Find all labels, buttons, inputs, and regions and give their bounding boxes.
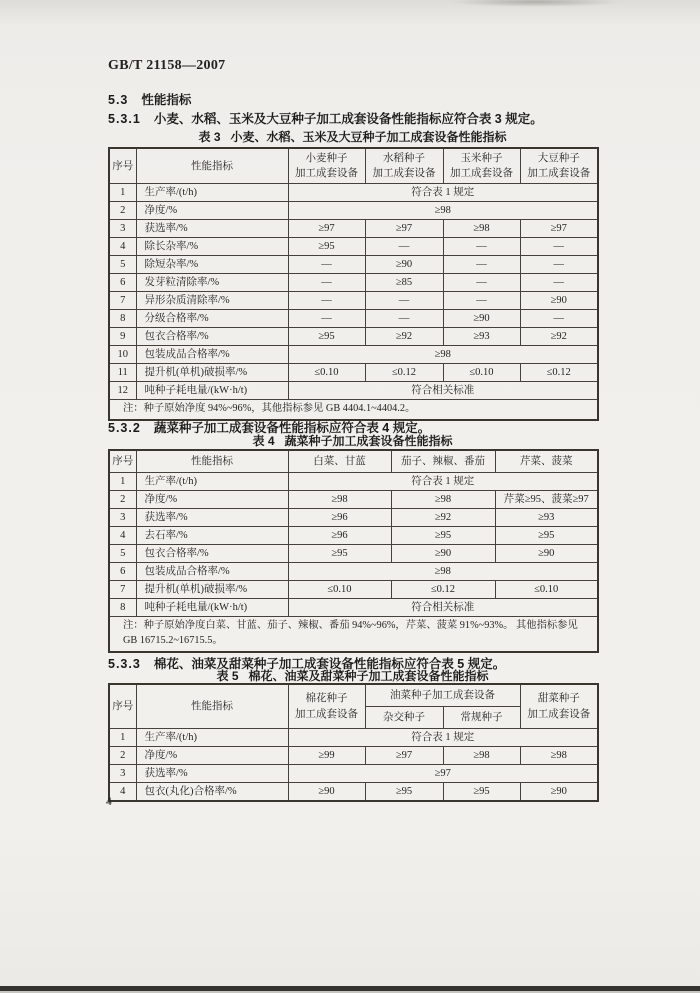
table-cell: ≥96 bbox=[288, 527, 391, 545]
table-title: 小麦、水稻、玉米及大豆种子加工成套设备性能指标 bbox=[230, 130, 507, 144]
table-note: 注：种子原始净度 94%~96%，其他指标参见 GB 4404.1~4404.2。 bbox=[109, 400, 598, 420]
standard-number: GB/T 21158—2007 bbox=[108, 58, 226, 73]
table-cell: ≤0.10 bbox=[443, 364, 520, 382]
column-header: 水稻种子 加工成套设备 bbox=[365, 148, 443, 184]
table-3-wheat-rice-corn-soybean bbox=[108, 147, 597, 421]
table-cell: ≤0.12 bbox=[391, 581, 495, 599]
table-row bbox=[109, 328, 598, 346]
header-row bbox=[109, 684, 598, 707]
table-cell: ≥95 bbox=[288, 328, 365, 346]
table-cell: 3 bbox=[109, 220, 136, 238]
table-cell: ≥90 bbox=[288, 783, 365, 802]
table-cell: 1 bbox=[109, 184, 136, 202]
data-table bbox=[108, 147, 599, 421]
table-cell: 10 bbox=[109, 346, 136, 364]
table-cell: ≥98 bbox=[391, 491, 495, 509]
table-cell: 符合相关标准 bbox=[288, 382, 598, 400]
table-cell: 8 bbox=[109, 310, 136, 328]
table-cell: ≥85 bbox=[365, 274, 443, 292]
table-cell: 包衣合格率/% bbox=[136, 545, 288, 563]
section-number: 5.3.3 bbox=[108, 657, 141, 671]
table-cell: 去石率/% bbox=[136, 527, 288, 545]
section-title: 性能指标 bbox=[141, 93, 192, 107]
page-number: 4 bbox=[106, 796, 112, 808]
header-row bbox=[109, 450, 598, 473]
table-cell: 符合表 1 规定 bbox=[288, 184, 598, 202]
column-header: 大豆种子 加工成套设备 bbox=[520, 148, 598, 184]
table-cell: — bbox=[288, 292, 365, 310]
table-row bbox=[109, 256, 598, 274]
table-cell: — bbox=[365, 310, 443, 328]
table-cell: — bbox=[443, 238, 520, 256]
table-cell: 生产率/(t/h) bbox=[136, 473, 288, 491]
table-cell: 芹菜≥95、菠菜≥97 bbox=[495, 491, 598, 509]
table-cell: ≥95 bbox=[495, 527, 598, 545]
table-cell: 生产率/(t/h) bbox=[136, 729, 288, 747]
table-cell: 1 bbox=[109, 729, 136, 747]
table-cell: — bbox=[520, 310, 598, 328]
table-cell: — bbox=[443, 274, 520, 292]
table-cell: ≤0.10 bbox=[495, 581, 598, 599]
table-cell: 除短杂率/% bbox=[136, 256, 288, 274]
table-cell: — bbox=[288, 274, 365, 292]
table-cell: ≥90 bbox=[443, 310, 520, 328]
table-cell: ≥90 bbox=[495, 545, 598, 563]
table-cell: ≥90 bbox=[520, 783, 598, 802]
table-cell: ≥92 bbox=[520, 328, 598, 346]
table-4-caption bbox=[108, 432, 597, 449]
table-row bbox=[109, 346, 598, 364]
table-row bbox=[109, 599, 598, 617]
table-cell: 6 bbox=[109, 563, 136, 581]
table-cell: ≥98 bbox=[288, 202, 598, 220]
table-cell: — bbox=[288, 256, 365, 274]
table-cell: 生产率/(t/h) bbox=[136, 184, 288, 202]
table-row bbox=[109, 527, 598, 545]
table-row bbox=[109, 765, 598, 783]
column-header: 甜菜种子 加工成套设备 bbox=[520, 684, 598, 729]
table-cell: — bbox=[365, 292, 443, 310]
table-cell: ≤0.12 bbox=[520, 364, 598, 382]
table-cell: ≥98 bbox=[443, 747, 520, 765]
column-header: 序号 bbox=[109, 450, 136, 473]
table-cell: — bbox=[288, 310, 365, 328]
column-header: 性能指标 bbox=[136, 684, 288, 729]
table-cell: 11 bbox=[109, 364, 136, 382]
table-cell: ≥97 bbox=[288, 220, 365, 238]
table-row bbox=[109, 220, 598, 238]
table-cell: 获选率/% bbox=[136, 220, 288, 238]
table-cell: 4 bbox=[109, 527, 136, 545]
table-cell: 净度/% bbox=[136, 491, 288, 509]
table-cell: 净度/% bbox=[136, 202, 288, 220]
table-cell: — bbox=[443, 292, 520, 310]
table-row bbox=[109, 545, 598, 563]
table-label: 表 5 bbox=[216, 669, 239, 683]
column-header: 小麦种子 加工成套设备 bbox=[288, 148, 365, 184]
table-title: 棉花、油菜及甜菜种子加工成套设备性能指标 bbox=[248, 669, 489, 683]
table-cell: 12 bbox=[109, 382, 136, 400]
table-row bbox=[109, 783, 598, 802]
table-cell: ≤0.10 bbox=[288, 364, 365, 382]
table-cell: ≥92 bbox=[365, 328, 443, 346]
table-cell: ≥98 bbox=[288, 491, 391, 509]
column-header: 序号 bbox=[109, 684, 136, 729]
table-row bbox=[109, 364, 598, 382]
table-cell: 符合表 1 规定 bbox=[288, 729, 598, 747]
table-row bbox=[109, 747, 598, 765]
table-cell: 1 bbox=[109, 473, 136, 491]
table-cell: ≥92 bbox=[391, 509, 495, 527]
table-cell: 符合表 1 规定 bbox=[288, 473, 598, 491]
table-cell: 2 bbox=[109, 491, 136, 509]
table-row bbox=[109, 563, 598, 581]
table-cell: 6 bbox=[109, 274, 136, 292]
column-header: 茄子、辣椒、番茄 bbox=[391, 450, 495, 473]
table-cell: 2 bbox=[109, 747, 136, 765]
table-5-caption bbox=[108, 667, 597, 684]
scan-artifact bbox=[450, 0, 620, 7]
table-cell: — bbox=[520, 274, 598, 292]
section-number: 5.3 bbox=[108, 93, 129, 107]
table-cell: ≥98 bbox=[443, 220, 520, 238]
table-cell: ≥95 bbox=[365, 783, 443, 802]
table-cell: 9 bbox=[109, 328, 136, 346]
table-cell: ≥95 bbox=[391, 527, 495, 545]
table-cell: 吨种子耗电量/(kW·h/t) bbox=[136, 382, 288, 400]
section-text: 蔬菜种子加工成套设备性能指标应符合表 4 规定。 bbox=[153, 421, 431, 435]
table-cell: — bbox=[520, 256, 598, 274]
table-cell: ≥97 bbox=[288, 765, 598, 783]
column-header: 棉花种子 加工成套设备 bbox=[288, 684, 365, 729]
table-cell: ≥96 bbox=[288, 509, 391, 527]
table-cell: 7 bbox=[109, 292, 136, 310]
table-cell: ≥90 bbox=[391, 545, 495, 563]
table-row bbox=[109, 473, 598, 491]
column-header: 常规种子 bbox=[443, 707, 520, 729]
column-header: 芹菜、菠菜 bbox=[495, 450, 598, 473]
table-cell: 提升机(单机)破损率/% bbox=[136, 364, 288, 382]
table-cell: 异形杂质清除率/% bbox=[136, 292, 288, 310]
table-cell: — bbox=[443, 256, 520, 274]
column-header: 玉米种子 加工成套设备 bbox=[443, 148, 520, 184]
table-title: 蔬菜种子加工成套设备性能指标 bbox=[284, 434, 453, 448]
column-header: 白菜、甘蓝 bbox=[288, 450, 391, 473]
table-row bbox=[109, 509, 598, 527]
table-cell: ≥90 bbox=[520, 292, 598, 310]
table-label: 表 3 bbox=[198, 130, 221, 144]
table-cell: ≥95 bbox=[288, 238, 365, 256]
column-header: 性能指标 bbox=[136, 450, 288, 473]
table-cell: 2 bbox=[109, 202, 136, 220]
table-row bbox=[109, 238, 598, 256]
table-cell: 净度/% bbox=[136, 747, 288, 765]
table-row bbox=[109, 581, 598, 599]
section-number: 5.3.2 bbox=[108, 421, 141, 435]
table-row bbox=[109, 491, 598, 509]
table-cell: ≥93 bbox=[443, 328, 520, 346]
header-row bbox=[109, 148, 598, 184]
table-row bbox=[109, 382, 598, 400]
column-header: 序号 bbox=[109, 148, 136, 184]
section-text: 棉花、油菜及甜菜种子加工成套设备性能指标应符合表 5 规定。 bbox=[153, 657, 506, 671]
table-cell: 包装成品合格率/% bbox=[136, 346, 288, 364]
table-5-cotton-rape-beet bbox=[108, 683, 597, 802]
table-cell: 发芽粒清除率/% bbox=[136, 274, 288, 292]
table-cell: ≥98 bbox=[520, 747, 598, 765]
table-cell: ≥97 bbox=[365, 220, 443, 238]
table-cell: ≥99 bbox=[288, 747, 365, 765]
column-header: 杂交种子 bbox=[365, 707, 443, 729]
data-table bbox=[108, 683, 599, 802]
table-cell: ≥95 bbox=[443, 783, 520, 802]
data-table bbox=[108, 449, 599, 653]
table-cell: 4 bbox=[109, 783, 136, 802]
table-cell: ≥98 bbox=[288, 563, 598, 581]
table-cell: 获选率/% bbox=[136, 509, 288, 527]
table-cell: 8 bbox=[109, 599, 136, 617]
section-text: 小麦、水稻、玉米及大豆种子加工成套设备性能指标应符合表 3 规定。 bbox=[153, 112, 543, 126]
table-cell: ≥97 bbox=[365, 747, 443, 765]
table-row bbox=[109, 310, 598, 328]
table-cell: 除长杂率/% bbox=[136, 238, 288, 256]
table-cell: 3 bbox=[109, 509, 136, 527]
table-cell: 提升机(单机)破损率/% bbox=[136, 581, 288, 599]
table-cell: 包装成品合格率/% bbox=[136, 563, 288, 581]
table-row bbox=[109, 729, 598, 747]
table-cell: 5 bbox=[109, 256, 136, 274]
table-cell: ≥93 bbox=[495, 509, 598, 527]
column-header: 性能指标 bbox=[136, 148, 288, 184]
table-3-caption bbox=[108, 128, 597, 145]
table-cell: 包衣(丸化)合格率/% bbox=[136, 783, 288, 802]
section-5-3-1-line bbox=[108, 109, 543, 127]
table-cell: 4 bbox=[109, 238, 136, 256]
table-row bbox=[109, 184, 598, 202]
section-5-3-heading bbox=[108, 90, 191, 108]
table-cell: — bbox=[365, 238, 443, 256]
table-cell: ≥95 bbox=[288, 545, 391, 563]
note-row bbox=[109, 617, 598, 652]
table-cell: ≤0.12 bbox=[365, 364, 443, 382]
table-cell: ≥98 bbox=[288, 346, 598, 364]
table-cell: 5 bbox=[109, 545, 136, 563]
table-cell: 分级合格率/% bbox=[136, 310, 288, 328]
table-cell: 包衣合格率/% bbox=[136, 328, 288, 346]
table-cell: ≥97 bbox=[520, 220, 598, 238]
table-cell: 3 bbox=[109, 765, 136, 783]
table-label: 表 4 bbox=[252, 434, 275, 448]
table-cell: 吨种子耗电量/(kW·h/t) bbox=[136, 599, 288, 617]
table-cell: — bbox=[520, 238, 598, 256]
section-number: 5.3.1 bbox=[108, 112, 141, 126]
table-4-vegetable-seed bbox=[108, 449, 597, 653]
table-row bbox=[109, 274, 598, 292]
table-row bbox=[109, 202, 598, 220]
column-header: 油菜种子加工成套设备 bbox=[365, 684, 520, 707]
table-cell: 7 bbox=[109, 581, 136, 599]
table-cell: ≥90 bbox=[365, 256, 443, 274]
table-row bbox=[109, 292, 598, 310]
table-cell: ≤0.10 bbox=[288, 581, 391, 599]
table-cell: 符合相关标准 bbox=[288, 599, 598, 617]
table-note: 注：种子原始净度白菜、甘蓝、茄子、辣椒、番茄 94%~96%，芹菜、菠菜 91%~93%。 其他指标参见 GB 16715.2~16715.5。 bbox=[109, 617, 598, 652]
table-cell: 获选率/% bbox=[136, 765, 288, 783]
